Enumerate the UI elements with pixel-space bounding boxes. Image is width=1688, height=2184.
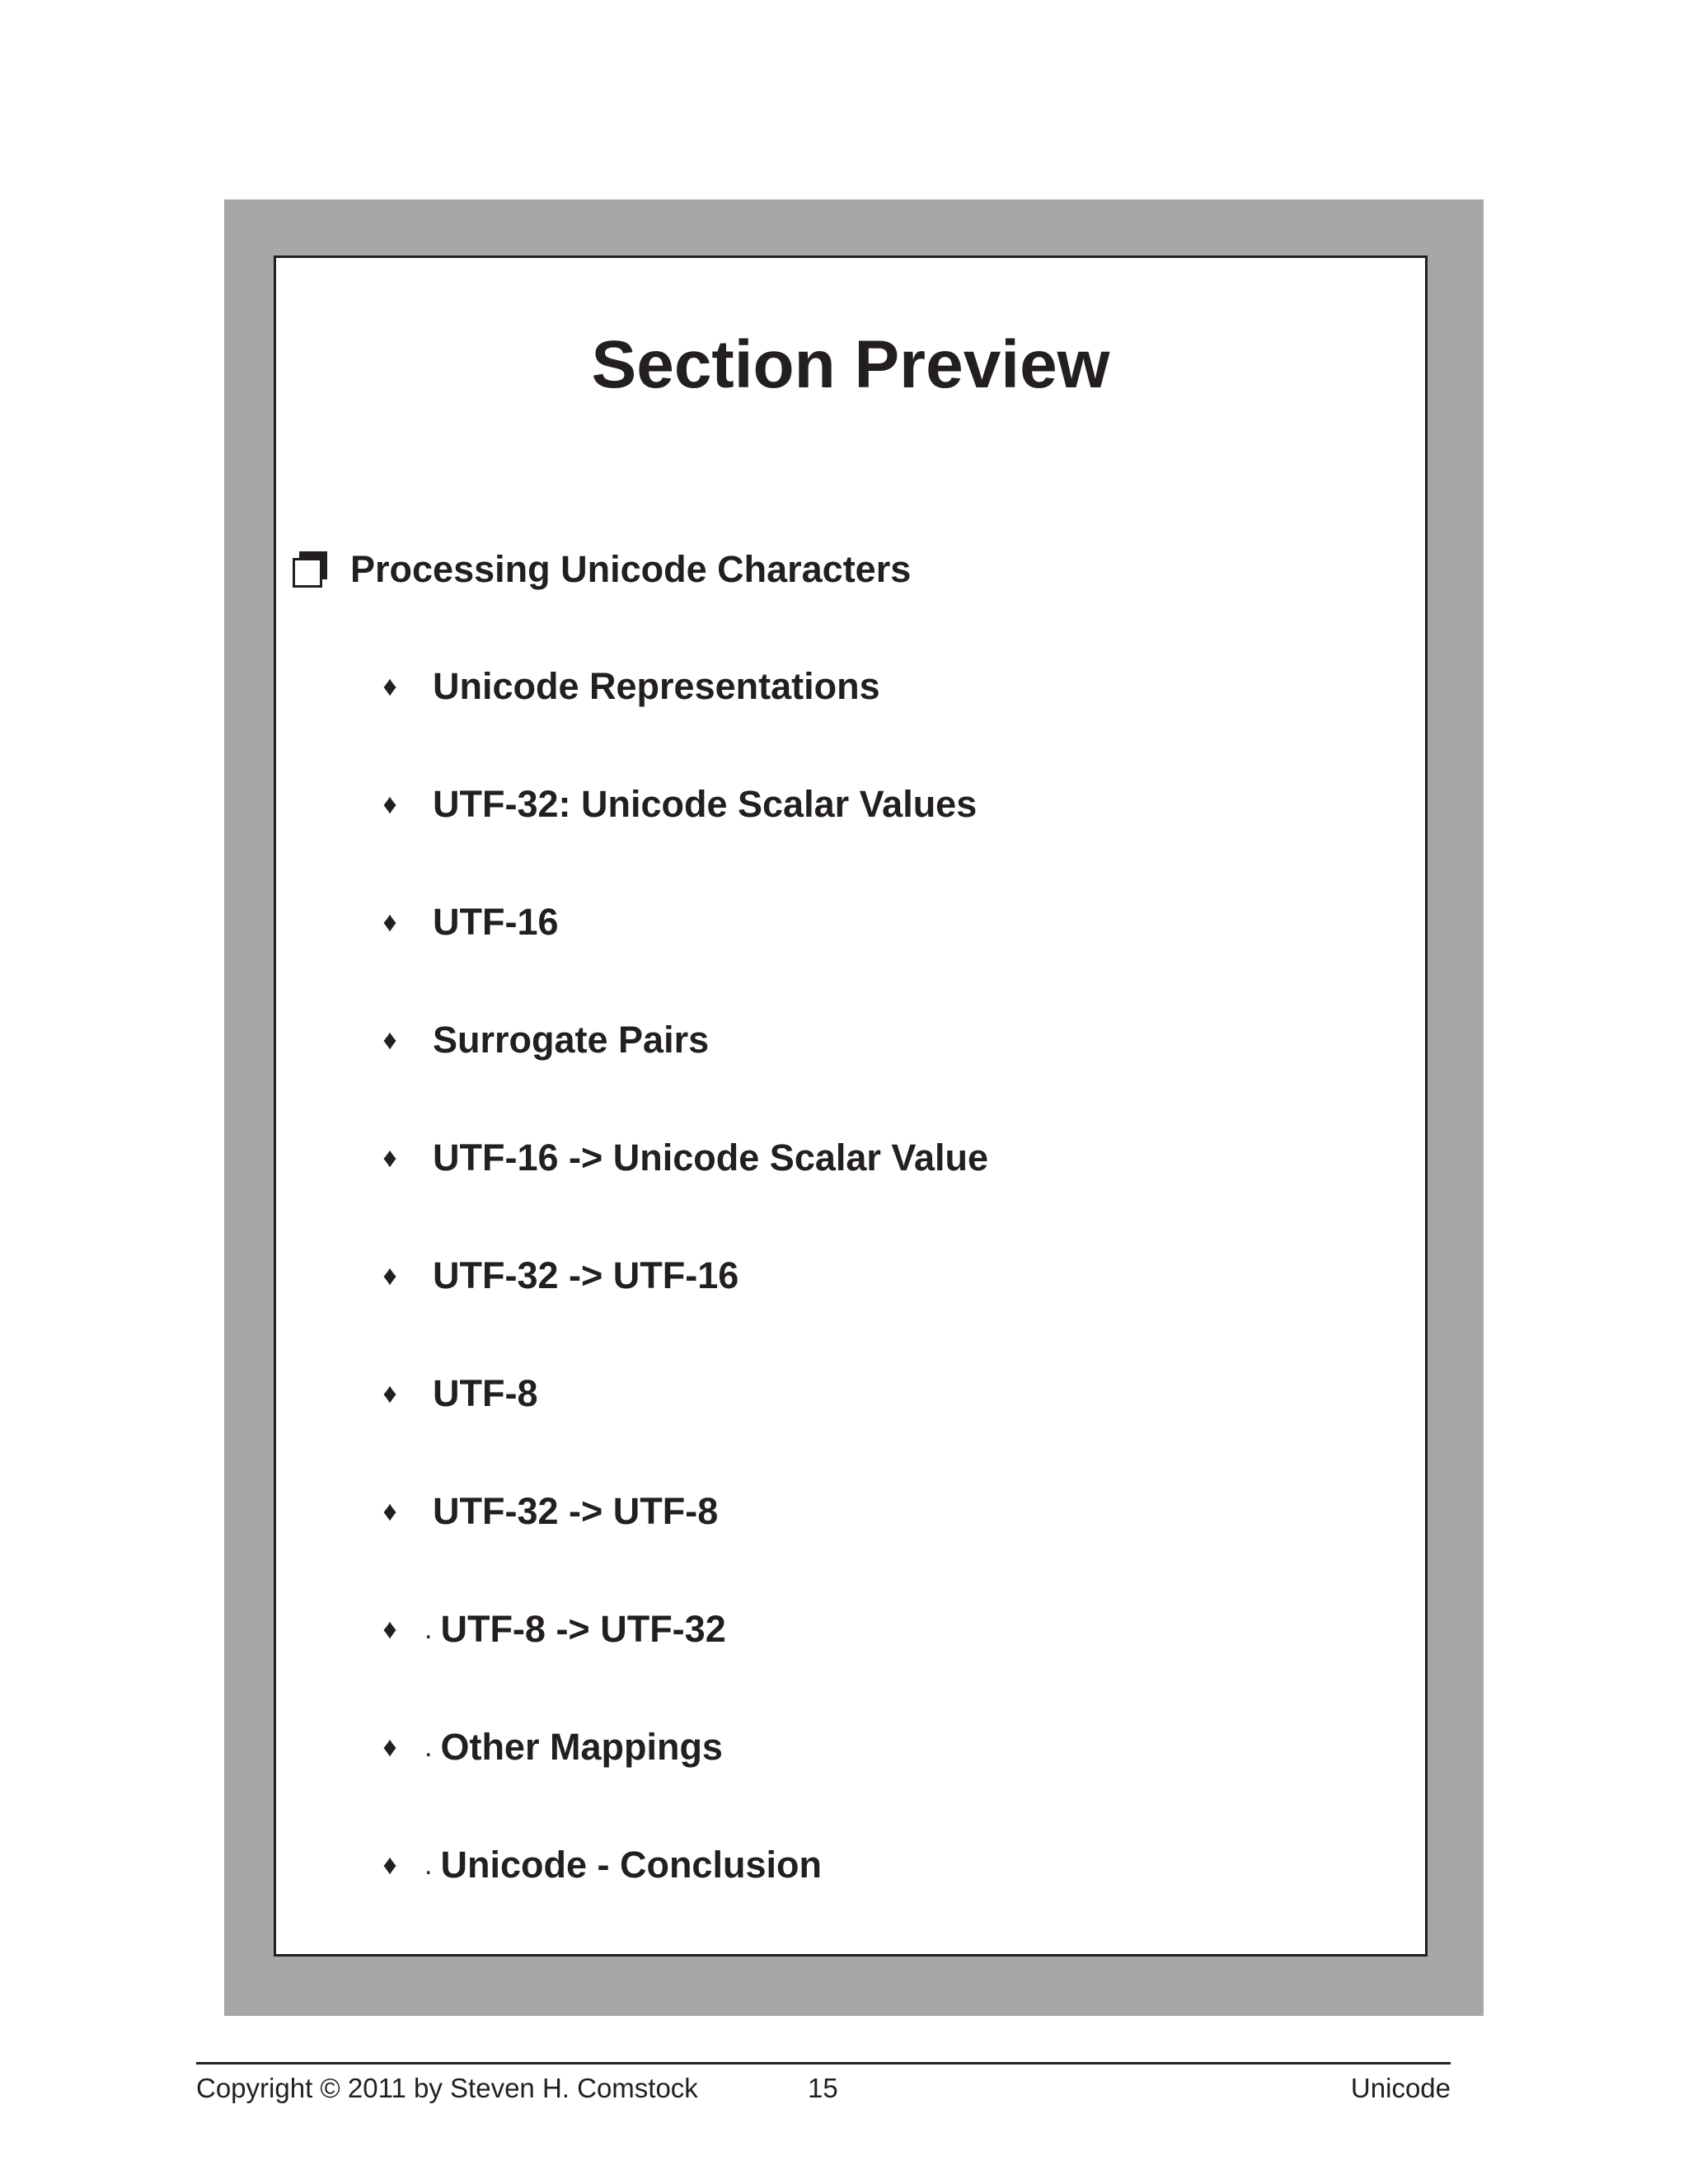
item-label: UTF-32: Unicode Scalar Values [433,783,978,825]
topic-label: Processing Unicode Characters [350,548,912,590]
item-label: UTF-8 [433,1372,538,1414]
diamond-icon: ♦ [382,671,397,702]
diamond-icon: ♦ [382,1496,397,1527]
item-prefix: . [424,1614,433,1645]
item-label: UTF-16 -> Unicode Scalar Value [433,1137,988,1179]
diamond-icon: ♦ [382,1378,397,1409]
diamond-icon: ♦ [382,1849,397,1881]
list-item [375,1251,988,1301]
list-item [375,1015,988,1065]
item-prefix: . [424,1732,433,1763]
footer-section: Unicode [1350,2073,1451,2103]
list-item [375,1605,988,1654]
footer-divider [196,2062,1451,2064]
item-prefix: . [424,1849,433,1881]
item-label: Other Mappings [440,1726,723,1768]
diamond-icon: ♦ [382,1732,397,1763]
list-item [375,1487,988,1536]
list-item [375,1133,988,1183]
item-label: Unicode Representations [433,665,880,707]
item-label: Surrogate Pairs [433,1019,710,1061]
checkbox-icon [293,551,329,588]
list-item [375,1840,988,1890]
subtopic-list [375,662,988,1958]
item-label: Unicode - Conclusion [440,1844,822,1886]
list-item [375,780,988,829]
list-item [375,898,988,947]
footer-copyright: Copyright © 2011 by Steven H. Comstock [196,2073,698,2103]
diamond-icon: ♦ [382,789,397,820]
page-title: Section Preview [591,327,1110,402]
diamond-icon: ♦ [382,1614,397,1645]
diamond-icon: ♦ [382,1142,397,1174]
slide-panel [274,255,1428,1957]
diamond-icon: ♦ [382,907,397,938]
slide-frame [224,199,1484,2016]
list-item [375,662,988,711]
diamond-icon: ♦ [382,1260,397,1291]
footer-page-number: 15 [808,2073,838,2103]
diamond-icon: ♦ [382,1024,397,1056]
item-label: UTF-8 -> UTF-32 [440,1608,726,1650]
list-item [375,1369,988,1418]
item-label: UTF-32 -> UTF-16 [433,1254,739,1296]
list-item [375,1722,988,1772]
item-label: UTF-16 [433,901,559,943]
item-label: UTF-32 -> UTF-8 [433,1490,719,1532]
topic-heading [293,545,911,594]
